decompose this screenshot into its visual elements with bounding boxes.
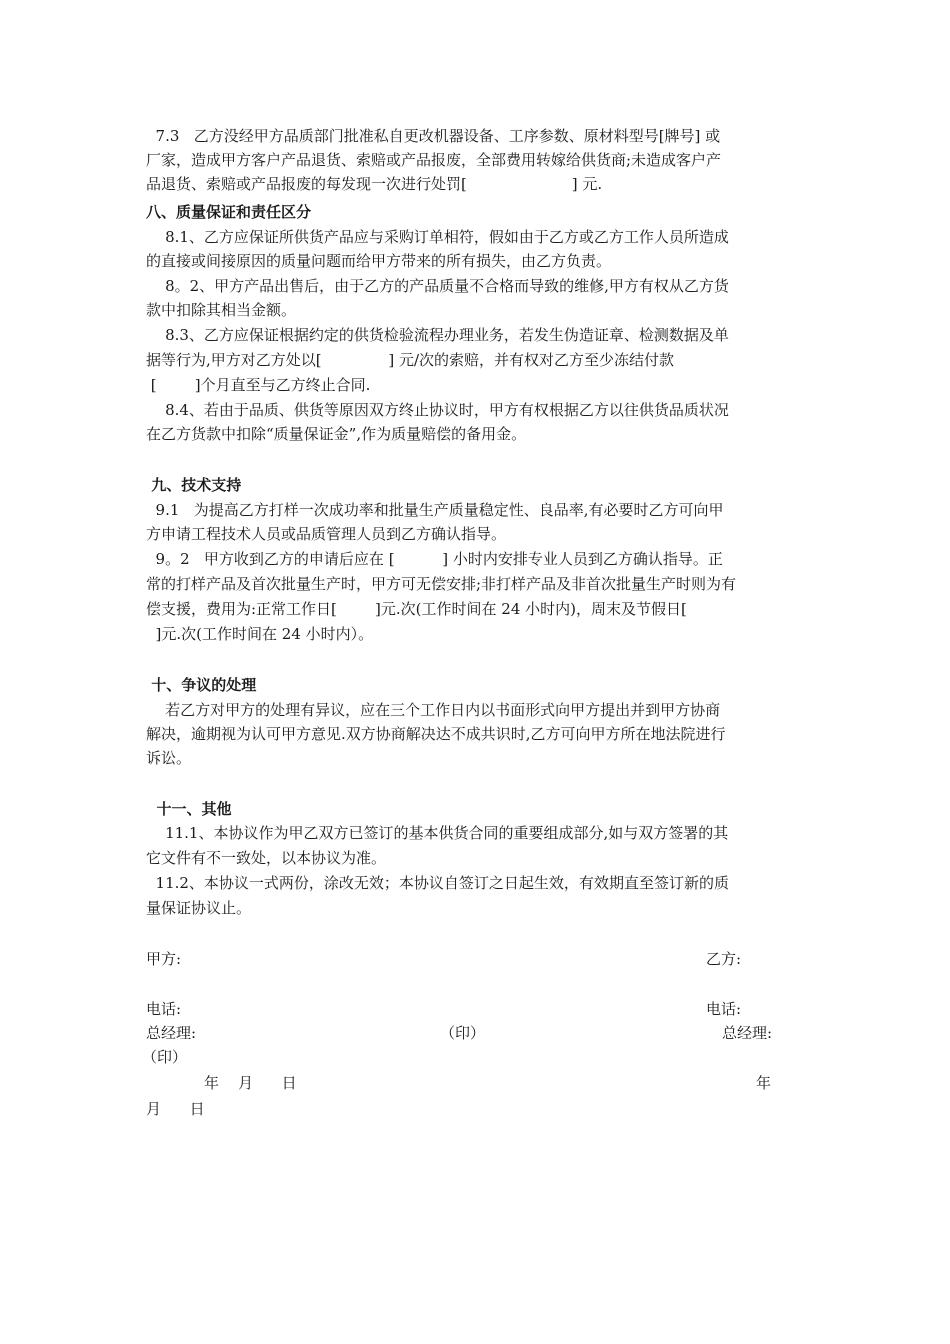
section-11-heading: 十一、其他 [146,800,232,818]
clause-8-1-line-1: 8.1、乙方应保证所供货产品应与采购订单相符，假如由于乙方或乙方工作人员所造成 [146,228,729,246]
clause-8-4-line-2: 在乙方货款中扣除“质量保证金”,作为质量赔偿的备用金。 [146,425,527,443]
section-10-line-1: 若乙方对甲方的处理有异议，应在三个工作日内以书面形式向甲方提出并到甲方协商 [146,701,721,719]
clause-8-3-line-2: 据等行为,甲方对乙方处以[ ] 元/次的索赔，并有权对乙方至少冻结付款 [146,351,675,369]
party-b-gm-label: 总经理: [722,1024,773,1042]
section-10-line-3: 诉讼。 [146,749,192,767]
clause-8-1-line-2: 的直接或间接原因的质量问题而给甲方带来的所有损失，由乙方负责。 [146,252,612,270]
party-a-label: 甲方: [146,950,182,968]
section-9-heading: 九、技术支持 [146,476,242,494]
clause-11-1-line-2: 它文件有不一致处，以本协议为准。 [146,849,387,867]
clause-7-3-line-1: 7.3 乙方没经甲方品质部门批准私自更改机器设备、工序参数、原材料型号[牌号] 或 [146,127,721,145]
clause-11-2-line-2: 量保证协议止。 [146,899,252,917]
clause-9-2-line-1: 9。2 甲方收到乙方的申请后应在 [ ] 小时内安排专业人员到乙方确认指导。正 [146,550,723,568]
party-b-label: 乙方: [706,950,742,968]
party-b-date-year: 年 [756,1074,772,1092]
clause-9-1-line-2: 方申请工程技术人员或品质管理人员到乙方确认指导。 [146,525,507,543]
party-a-seal: （印） [440,1024,486,1042]
party-a-gm-label: 总经理: [146,1024,197,1042]
clause-9-1-line-1: 9.1 为提高乙方打样一次成功率和批量生产质量稳定性、良品率,有必要时乙方可向甲 [146,501,724,519]
clause-8-2-line-1: 8。2、甲方产品出售后，由于乙方的产品质量不合格而导致的维修,甲方有权从乙方货 [146,277,729,295]
clause-8-4-line-1: 8.4、若由于品质、供货等原因双方终止协议时，甲方有权根据乙方以往供货品质状况 [146,401,729,419]
clause-8-2-line-2: 款中扣除其相当金额。 [146,301,297,319]
clause-11-2-line-1: 11.2、本协议一式两份，涂改无效；本协议自签订之日起生效，有效期直至签订新的质 [146,874,729,892]
section-10-line-2: 解决，逾期视为认可甲方意见.双方协商解决达不成共识时,乙方可向甲方所在地法院进行 [146,725,726,743]
clause-8-3-line-1: 8.3、乙方应保证根据约定的供货检验流程办理业务，若发生伪造证章、检测数据及单 [146,326,729,344]
clause-11-1-line-1: 11.1、本协议作为甲乙双方已签订的基本供货合同的重要组成部分,如与双方签署的其 [146,824,729,842]
clause-7-3-line-3: 品退货、索赔或产品报废的每发现一次进行处罚[ ] 元. [146,175,603,193]
section-10-heading: 十、争议的处理 [146,676,257,694]
clause-8-3-line-3: [ ]个月直至与乙方终止合同. [146,376,371,394]
party-b-phone-label: 电话: [706,1000,742,1018]
party-a-date: 年 月 日 [204,1074,297,1092]
clause-9-2-line-3: 偿支援，费用为:正常工作日[ ]元.次(工作时间在 24 小时内)，周末及节假日[ [146,600,687,618]
clause-9-2-line-4: ]元.次(工作时间在 24 小时内）。 [146,625,374,643]
section-8-heading: 八、质量保证和责任区分 [146,203,312,221]
party-a-phone-label: 电话: [146,1000,182,1018]
clause-9-2-line-2: 常的打样产品及首次批量生产时，甲方可无偿安排;非打样产品及非首次批量生产时则为有 [146,575,737,593]
party-b-date-month-day: 月 日 [146,1100,205,1118]
party-b-seal: （印） [142,1048,188,1066]
clause-7-3-line-2: 厂家，造成甲方客户产品退货、索赔或产品报废，全部费用转嫁给供货商;未造成客户产 [146,151,722,169]
